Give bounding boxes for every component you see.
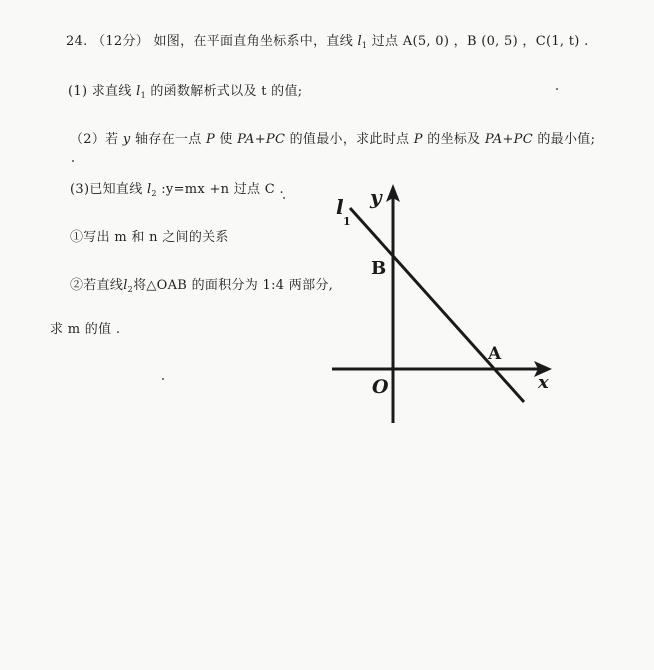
point-a-label: A — [488, 344, 502, 364]
part-2-expr2: PA+PC — [484, 132, 533, 147]
line-l1-name: l — [357, 34, 362, 49]
part-1-line-sub: 1 — [140, 91, 146, 100]
part-2-expr: PA+PC — [237, 132, 286, 147]
part-3-line-sub: 2 — [151, 189, 157, 198]
part-2-text-c: 使 — [215, 132, 238, 147]
part-1 — [68, 80, 302, 100]
line-l1-label-sub: 1 — [343, 215, 351, 228]
line-l1 — [350, 208, 524, 402]
sub-question-1-text: ①写出 m 和 n 之间的关系 — [70, 230, 229, 245]
point-b-label: B — [371, 258, 387, 279]
problem-stem-after: 过点 A(5, 0) ，B (0, 5) ，C(1, t) . — [371, 34, 589, 49]
problem-points: （12分） — [92, 34, 150, 49]
sub-question-2-text-before: ②若直线 — [70, 278, 124, 293]
sub-question-2-line-name: l — [123, 278, 128, 293]
sub-question-1 — [70, 226, 229, 245]
part-3 — [70, 178, 284, 198]
scan-speck — [72, 160, 74, 162]
part-3-text-before: (3)已知直线 — [70, 182, 147, 197]
origin-label: O — [372, 376, 389, 398]
sub-question-2-continued — [50, 318, 120, 337]
part-2-var-p: P — [205, 132, 215, 147]
scan-speck — [556, 88, 558, 90]
scan-speck — [162, 378, 164, 380]
sub-question-2-cont-text: 求 m 的值 . — [50, 322, 121, 337]
part-1-text-before: 求直线 — [91, 84, 137, 99]
sub-question-2-text-after: 将△OAB 的面积分为 1:4 两部分, — [133, 278, 334, 293]
problem-stem-before: 如图，在平面直角坐标系中，直线 — [153, 34, 354, 49]
part-2-text-e: 的坐标及 — [422, 132, 485, 147]
y-axis-label: y — [370, 185, 382, 209]
part-3-text-after: :y=mx +n 过点 C . — [156, 182, 284, 197]
problem-number: 24. — [66, 34, 88, 49]
coordinate-graph — [320, 178, 560, 428]
scan-speck — [283, 197, 285, 199]
part-2-text-f: 的最小值; — [532, 132, 596, 147]
problem-header — [66, 30, 589, 50]
part-1-label: (1) — [68, 84, 92, 99]
part-3-line-name: l — [146, 182, 152, 197]
x-axis-label: x — [538, 372, 549, 393]
part-2-var-y: y — [122, 132, 131, 147]
part-2 — [70, 128, 595, 147]
line-l1-label: l — [336, 195, 344, 219]
part-2-text-b: 轴存在一点 — [130, 132, 206, 147]
line-l1-sub: 1 — [361, 41, 368, 50]
sub-question-2 — [70, 274, 333, 294]
part-1-line-name: l — [136, 84, 141, 99]
part-2-text-a: （2）若 — [70, 132, 123, 147]
part-2-text-d: 的值最小，求此时点 — [285, 132, 414, 147]
part-1-text-after: 的函数解析式以及 t 的值; — [145, 84, 303, 99]
sub-question-2-line-sub: 2 — [127, 285, 134, 294]
part-2-var-p2: P — [413, 132, 423, 147]
